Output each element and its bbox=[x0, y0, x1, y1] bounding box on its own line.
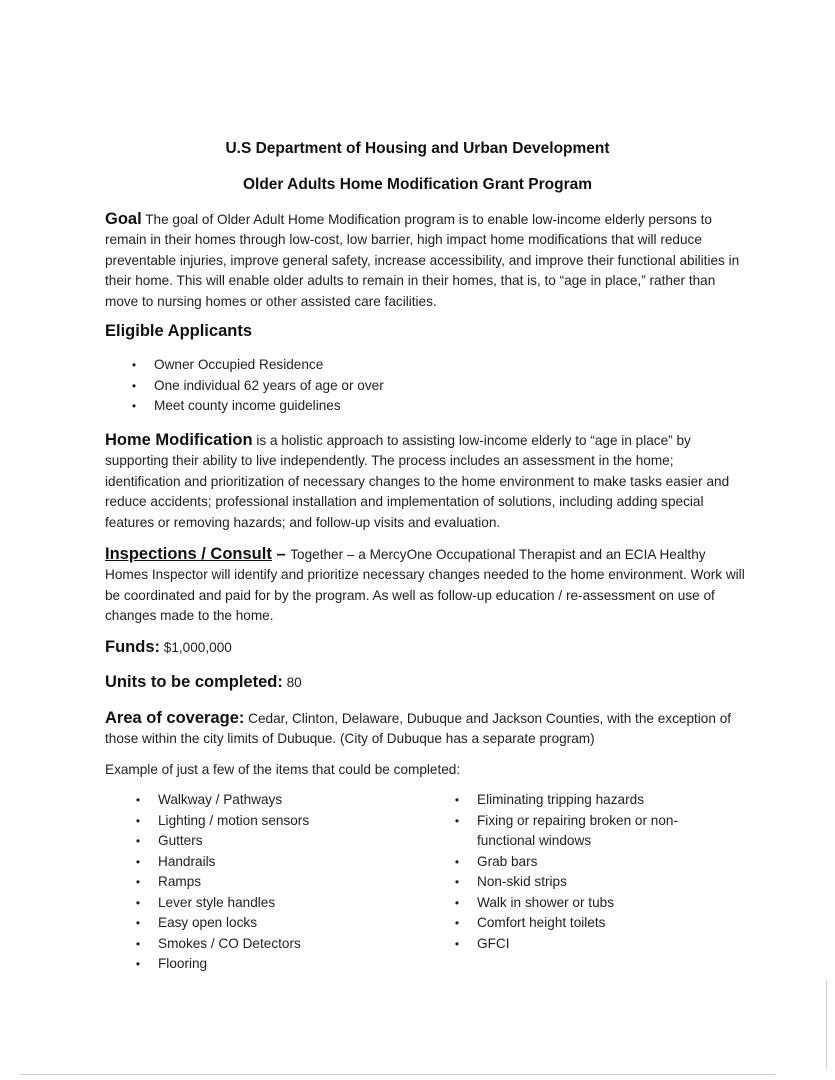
list-item: • Owner Occupied Residence bbox=[129, 355, 384, 376]
bullet-icon: • bbox=[135, 854, 141, 869]
bullet-icon: • bbox=[135, 813, 141, 828]
inspections-paragraph bbox=[105, 544, 745, 627]
list-item: • Non-skid strips bbox=[452, 872, 712, 893]
bullet-icon: • bbox=[454, 916, 460, 930]
funds-value: $1,000,000 bbox=[160, 640, 232, 655]
goal-label: Goal bbox=[105, 210, 142, 228]
bullet-icon: • bbox=[135, 895, 141, 910]
list-item: • Easy open locks bbox=[133, 913, 309, 934]
bullet-icon: • bbox=[131, 399, 137, 413]
eligible-list bbox=[129, 355, 384, 417]
scan-bottom-edge bbox=[20, 1074, 775, 1075]
bullet-icon: • bbox=[135, 834, 141, 848]
list-item: • Flooring bbox=[133, 954, 309, 975]
home-modification-text: is a holistic approach to assisting low-income elderly to “age in place” by supporting their ability to live independently. The process includes an assessment in the home; identification and prioritization of necessary changes to the home environment to make tasks easier and reduce accidents; professional installation and implementation of solutions, including adding special features or removing hazards; and follow-up visits and evaluation. bbox=[105, 433, 730, 530]
coverage-text: Cedar, Clinton, Delaware, Dubuque and Jackson Counties, with the exception of those within the city limits of Dubuque. (City of Dubuque has a separate program) bbox=[105, 711, 732, 747]
funds-label: Funds: bbox=[105, 638, 160, 656]
bullet-icon: • bbox=[454, 793, 460, 807]
units-line bbox=[105, 673, 302, 692]
bullet-icon: • bbox=[454, 936, 460, 951]
list-item: • Handrails bbox=[133, 852, 309, 873]
coverage-label: Area of coverage: bbox=[105, 709, 245, 727]
units-label: Units to be completed: bbox=[105, 673, 283, 691]
list-item: • Meet county income guidelines bbox=[129, 396, 384, 417]
list-item: • Ramps bbox=[133, 872, 309, 893]
bullet-icon: • bbox=[135, 916, 141, 930]
bullet-icon: • bbox=[135, 936, 141, 951]
bullet-icon: • bbox=[131, 358, 137, 372]
bullet-icon: • bbox=[454, 875, 460, 889]
examples-list-right bbox=[452, 790, 712, 954]
list-item: • Comfort height toilets bbox=[452, 913, 712, 934]
list-item: • Smokes / CO Detectors bbox=[133, 934, 309, 955]
list-item: • One individual 62 years of age or over bbox=[129, 376, 384, 397]
inspections-text: Together – a MercyOne Occupational Therapist and an ECIA Healthy Homes Inspector will identify and prioritize necessary changes needed to the home environment. Work will be coordinated and paid for by the program. As well as follow-up education / re-assessment on use of changes made to the home. bbox=[105, 547, 745, 624]
program-title: Older Adults Home Modification Grant Program bbox=[242, 176, 593, 193]
funds-line bbox=[105, 638, 232, 657]
list-item: • Grab bars bbox=[452, 852, 712, 873]
list-item: • Gutters bbox=[133, 831, 309, 852]
home-modification-label: Home Modification bbox=[105, 431, 253, 449]
goal-paragraph bbox=[105, 209, 745, 312]
bullet-icon: • bbox=[135, 793, 141, 807]
examples-list-left bbox=[133, 790, 309, 975]
scan-right-edge bbox=[826, 980, 827, 1070]
coverage-paragraph bbox=[105, 708, 745, 750]
list-item: • Lever style handles bbox=[133, 893, 309, 914]
units-value: 80 bbox=[282, 675, 302, 690]
list-item: • Eliminating tripping hazards bbox=[452, 790, 712, 811]
bullet-icon: • bbox=[135, 957, 141, 971]
home-modification-paragraph bbox=[105, 430, 745, 533]
bullet-icon: • bbox=[131, 378, 137, 393]
department-title: U.S Department of Housing and Urban Development bbox=[225, 140, 610, 157]
examples-intro: Example of just a few of the items that could be completed: bbox=[105, 762, 461, 777]
list-item: • Walk in shower or tubs bbox=[452, 893, 712, 914]
list-item: • Fixing or repairing broken or non-functional windows bbox=[452, 811, 712, 852]
eligible-heading: Eligible Applicants bbox=[105, 322, 252, 340]
bullet-icon: • bbox=[135, 875, 141, 889]
bullet-icon: • bbox=[454, 895, 460, 910]
bullet-icon: • bbox=[454, 854, 460, 869]
inspections-dash: – bbox=[271, 545, 291, 563]
list-item: • GFCI bbox=[452, 934, 712, 955]
goal-text: The goal of Older Adult Home Modification program is to enable low-income elderly persons to remain in their homes through low-cost, low barrier, high impact home modifications that will reduce preventable injuries, improve general safety, increase accessibility, and improve their functional abilities in their home. This will enable older adults to remain in their homes, that is, to “age in place,” rather than move to nursing homes or other assisted care facilities. bbox=[105, 212, 740, 309]
inspections-label: Inspections / Consult bbox=[105, 545, 272, 563]
bullet-icon: • bbox=[454, 813, 460, 828]
list-item: • Walkway / Pathways bbox=[133, 790, 309, 811]
list-item: • Lighting / motion sensors bbox=[133, 811, 309, 832]
